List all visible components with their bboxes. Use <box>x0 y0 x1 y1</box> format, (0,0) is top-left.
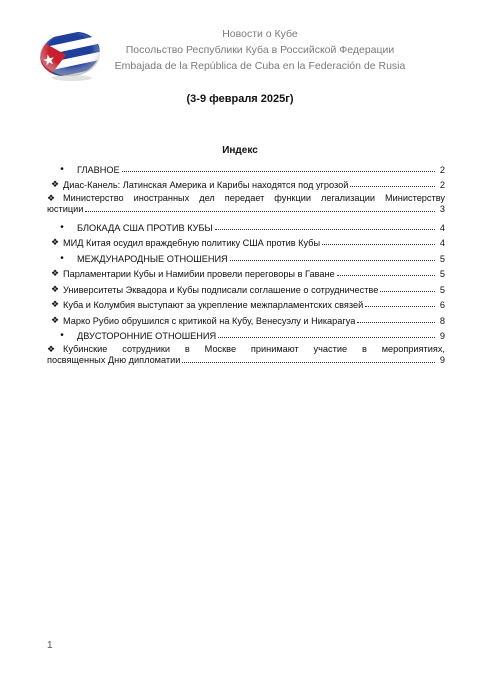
toc-item[interactable] <box>47 344 445 366</box>
toc-label: МЕЖДУНАРОДНЫЕ ОТНОШЕНИЯ <box>77 253 228 264</box>
toc-leader <box>122 171 435 172</box>
toc-leader <box>365 306 435 307</box>
toc-leader <box>337 275 435 276</box>
bullet-diamond-icon: ❖ <box>50 237 60 247</box>
toc-page-number: 5 <box>439 284 445 295</box>
header-embassy-ru: Посольство Республики Куба в Российской Федерации <box>125 44 395 56</box>
toc-page-number: 6 <box>439 300 445 310</box>
bullet-diamond-icon: ❖ <box>50 314 60 325</box>
toc-leader <box>218 337 435 338</box>
toc-leader <box>357 322 435 323</box>
bullet-diamond-icon: ❖ <box>47 344 56 354</box>
bullet-dot-icon: • <box>60 221 64 233</box>
toc-page-number: 2 <box>439 164 445 175</box>
toc-leader <box>215 229 435 230</box>
toc-item[interactable] <box>47 193 445 215</box>
bullet-dot-icon: • <box>60 163 64 175</box>
toc-page-number: 2 <box>439 180 445 190</box>
page-number: 1 <box>47 640 53 651</box>
toc-page-number: 9 <box>439 331 445 341</box>
toc-label: Министерство иностранных дел передает функции легализации Министерству <box>63 193 445 203</box>
toc-label-continued: посвященных Дню дипломатии <box>47 355 181 365</box>
bullet-dot-icon: • <box>60 252 64 264</box>
header-title: Новости о Кубе <box>222 28 298 40</box>
toc-label: БЛОКАДА США ПРОТИВ КУБЫ <box>77 222 213 233</box>
cuba-flag-logo-icon <box>38 28 102 84</box>
toc-label: Марко Рубио обрушился с критикой на Кубу, Венесуэлу и Никарагуа <box>63 315 356 326</box>
date-range: (3-9 февраля 2025г) <box>186 93 294 105</box>
toc-page-number: 9 <box>439 355 445 365</box>
toc-page-number: 4 <box>439 222 445 233</box>
document-header <box>110 26 410 74</box>
bullet-diamond-icon: ❖ <box>50 299 60 309</box>
toc-page-number: 5 <box>439 269 445 279</box>
bullet-dot-icon: • <box>60 330 64 341</box>
toc-item[interactable] <box>47 310 445 326</box>
toc-page-number: 4 <box>439 238 445 248</box>
bullet-diamond-icon: ❖ <box>50 179 60 189</box>
toc-section[interactable] <box>47 326 445 342</box>
toc-section[interactable] <box>47 248 445 264</box>
index-title: Индекс <box>222 145 258 156</box>
toc-item[interactable] <box>47 295 445 311</box>
toc-label: Кубинские сотрудники в Москве принимают участие в мероприятиях, <box>63 344 445 354</box>
toc-label: ГЛАВНОЕ <box>77 164 120 175</box>
toc-section[interactable] <box>47 159 445 175</box>
table-of-contents <box>47 159 445 368</box>
toc-item[interactable] <box>47 279 445 295</box>
toc-page-number: 8 <box>439 315 445 326</box>
toc-label: Университеты Эквадора и Кубы подписали соглашение о сотрудничестве <box>63 284 379 295</box>
toc-label-continued: юстиции <box>47 204 84 214</box>
toc-section[interactable] <box>47 217 445 233</box>
toc-page-number: 5 <box>439 253 445 264</box>
toc-page-number: 3 <box>439 204 445 214</box>
toc-label: ДВУСТОРОННИЕ ОТНОШЕНИЯ <box>77 331 217 341</box>
toc-leader <box>350 186 435 187</box>
bullet-diamond-icon: ❖ <box>47 193 56 203</box>
toc-item[interactable] <box>47 175 445 191</box>
toc-leader <box>322 244 435 245</box>
toc-leader <box>230 260 435 261</box>
bullet-diamond-icon: ❖ <box>50 268 60 278</box>
toc-leader <box>182 362 435 363</box>
toc-leader <box>380 291 435 292</box>
toc-label: Диас-Канель: Латинская Америка и Карибы находятся под угрозой <box>63 180 349 190</box>
toc-label: МИД Китая осудил враждебную политику США против Кубы <box>63 238 321 248</box>
toc-leader <box>85 211 435 212</box>
bullet-diamond-icon: ❖ <box>50 283 60 294</box>
toc-label: Куба и Колумбия выступают за укрепление межпарламентских связей <box>63 300 364 310</box>
toc-label: Парламентарии Кубы и Намибии провели переговоры в Гаване <box>63 269 335 279</box>
toc-item[interactable] <box>47 233 445 249</box>
toc-item[interactable] <box>47 264 445 280</box>
header-embassy-es: Embajada de la República de Cuba en la Federación de Rusia <box>114 60 406 72</box>
